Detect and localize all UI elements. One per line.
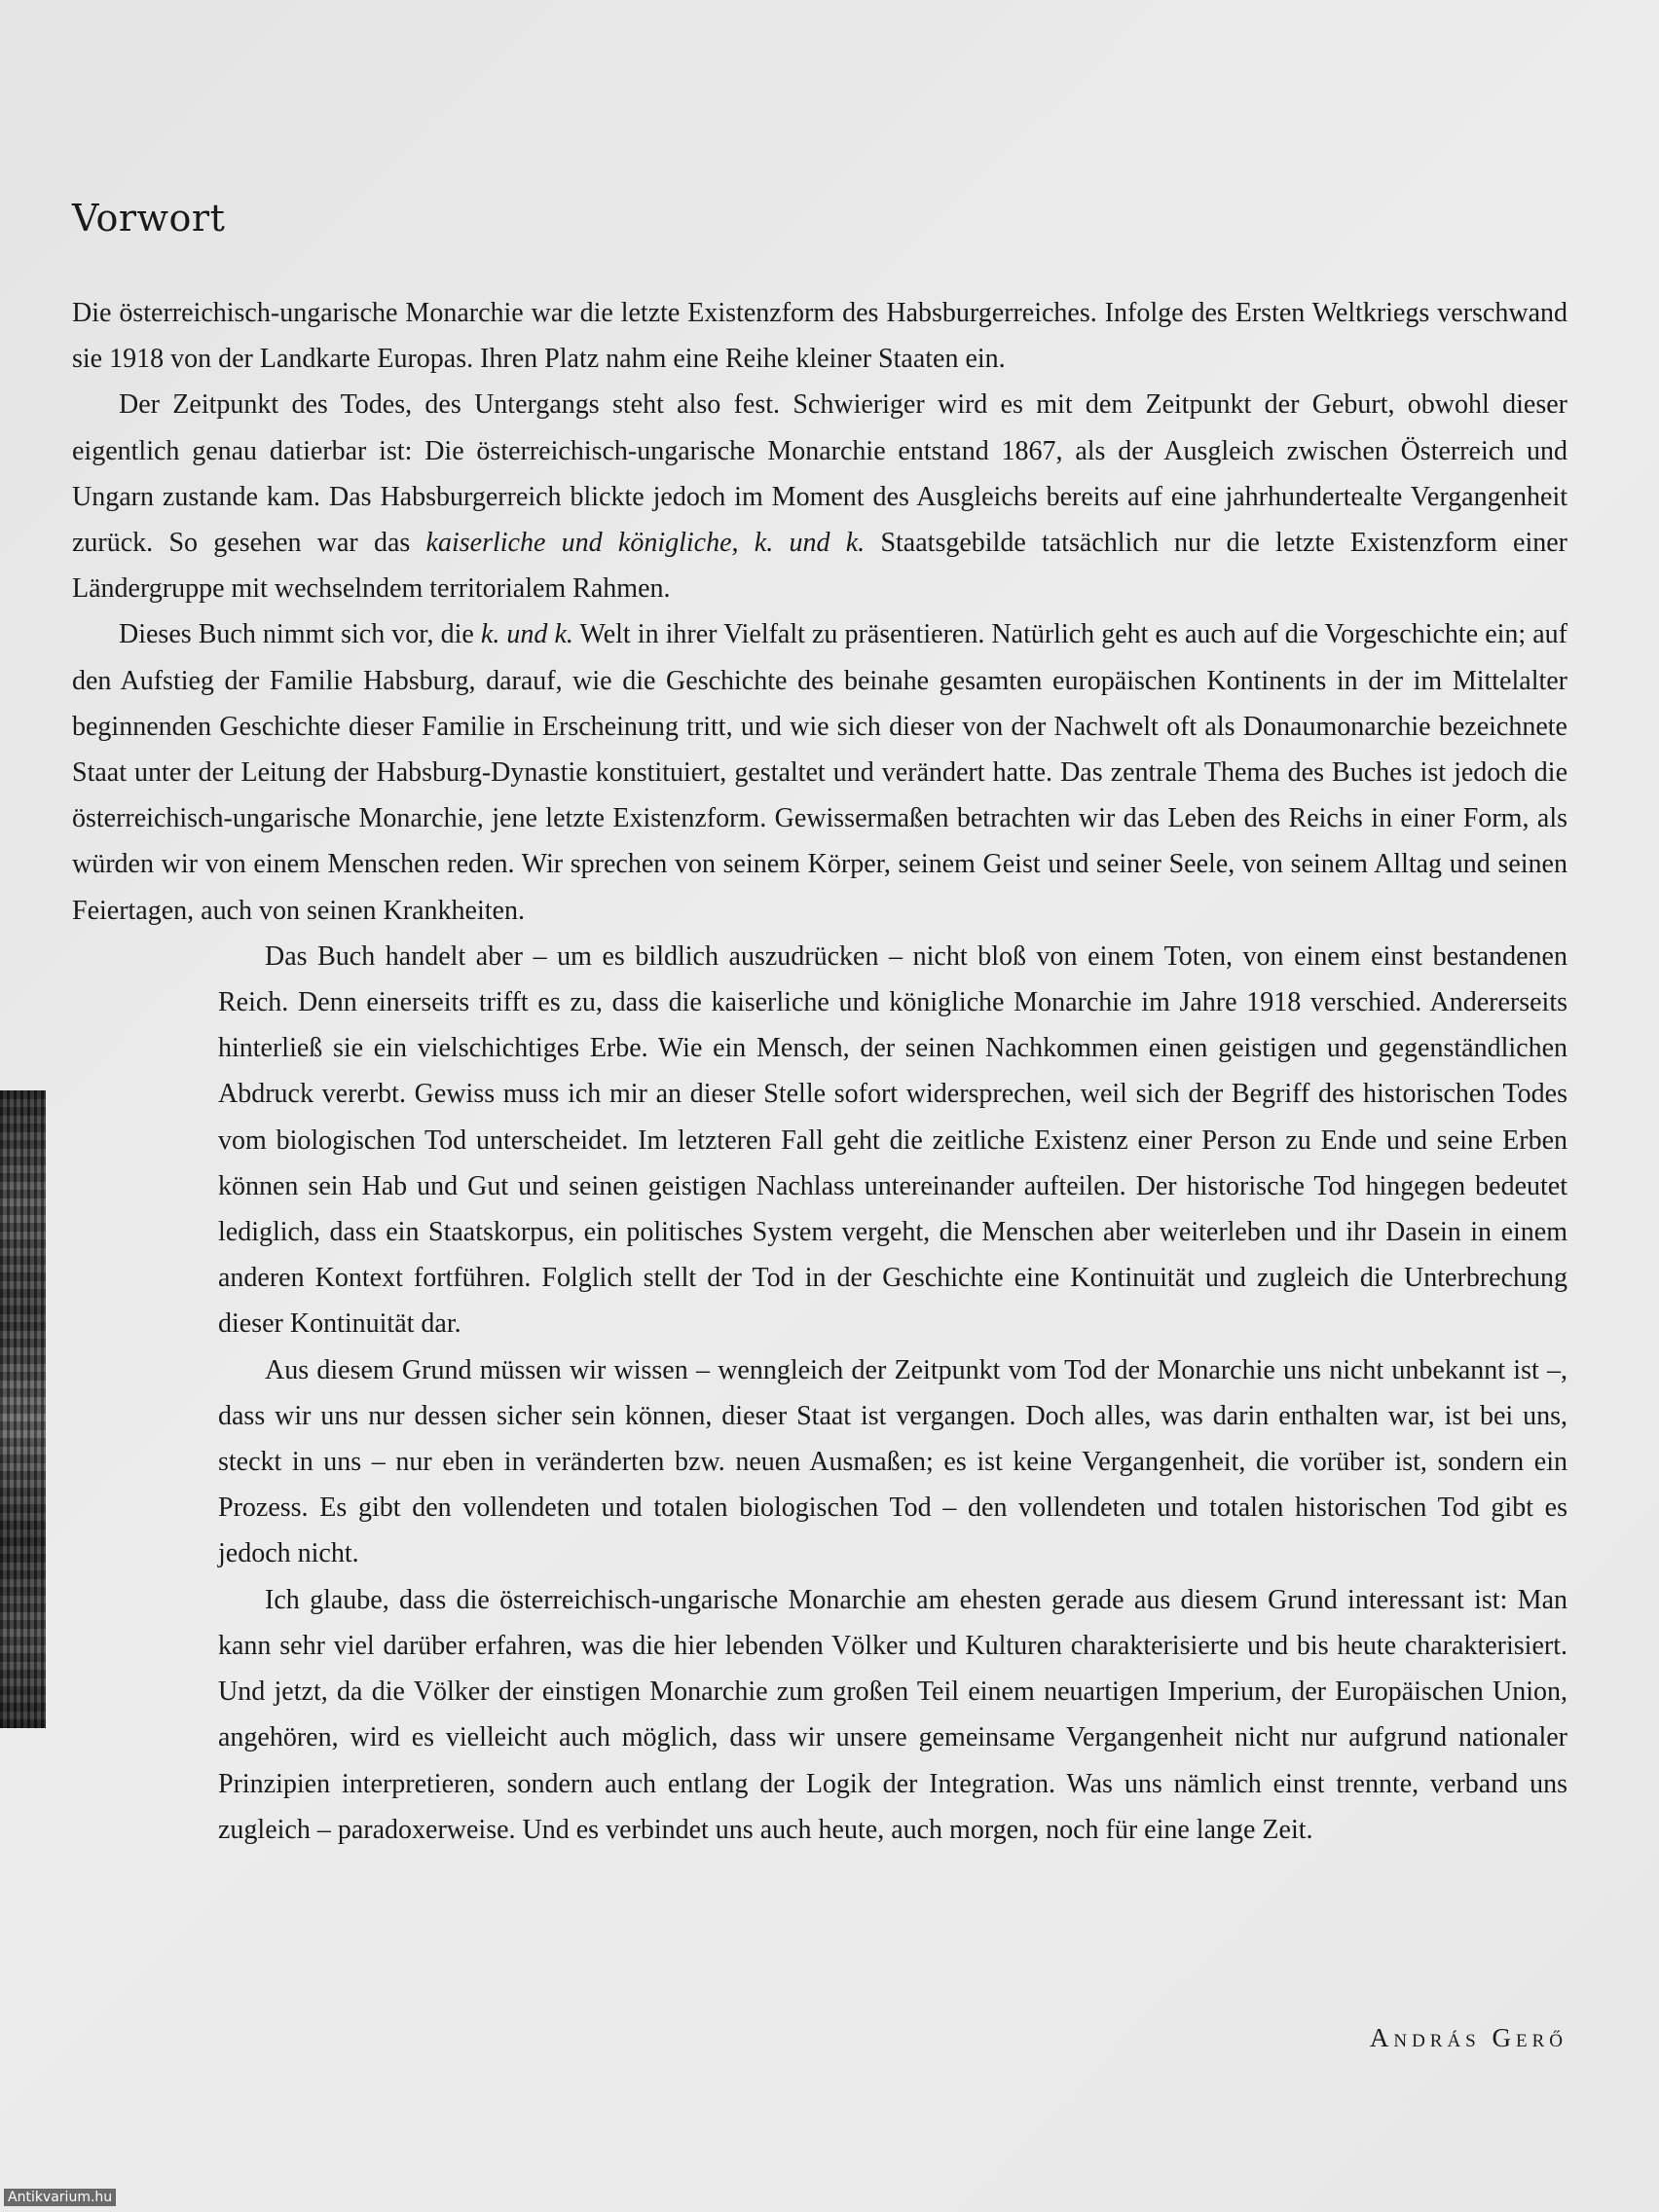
paragraph-2: Der Zeitpunkt des Todes, des Untergangs steht also fest. Schwieriger wird es mit dem Zeitpunkt der Geburt, obwohl dieser eigentlich genau datierbar ist: Die österreichisch-ungarische Monarchie entstand 1867, als der Ausgleich zwischen Österreich und Ungarn zustande kam. Das Habsburgerreich blickte jedoch im Moment des Ausgleichs bereits auf eine jahrhundertealte Vergangenheit zurück. So gesehen war das kaiserliche und königliche, k. und k. Staatsgebilde tatsächlich nur die letzte Existenzform einer Ländergruppe mit wechselndem territorialem Rahmen. (72, 389, 1567, 605)
italic-phrase: k. und k. (480, 619, 573, 650)
paragraph-3: Dieses Buch nimmt sich vor, die k. und k. Welt in ihrer Vielfalt zu präsentieren. Natürlich geht es auch auf die Vorgeschichte ein; auf den Aufstieg der Familie Habsburg, darauf, wie die Geschichte des beinahe gesamten europäischen Kontinents in der im Mittelalter beginnenden Geschichte dieser Familie in Erscheinung tritt, und wie sich dieser von der Nachwelt oft als Donaumonarchie bezeichnete Staat unter der Leitung der Habsburg-Dynastie konstituiert, gestaltet und verändert hatte. Das zentrale Thema des Buches ist jedoch die österreichisch-ungarische Monarchie, jene letzte Existenzform. Gewissermaßen betrachten wir das Leben des Reichs in einer Form, als würden wir von einem Menschen reden. Wir sprechen von seinem Körper, seinem Geist und seiner Seele, von seinem Alltag und seinen Feiertagen, auch von seinen Krankheiten. (72, 619, 1568, 926)
paragraph-1: Die österreichisch-ungarische Monarchie war die letzte Existenzform des Habsburgerreiches. Infolge des Ersten Weltkriegs verschwand sie 1918 von der Landkarte Europas. Ihren Platz nahm eine Reihe kleiner Staaten ein. (72, 298, 1567, 375)
italic-phrase: kaiserliche und königliche, k. und k. (425, 528, 866, 559)
paragraph-5: Aus diesem Grund müssen wir wissen – wenngleich der Zeitpunkt vom Tod der Monarchie uns nicht unbekannt ist –, dass wir uns nur dessen sicher sein können, dieser Staat ist vergangen. Doch alles, was darin enthalten war, ist bei uns, steckt in uns – nur eben in veränderten bzw. neuen Ausmaßen; es ist keine Vergangenheit, die vorüber ist, sondern ein Prozess. Es gibt den vollendeten und totalen biologischen Tod – den vollendeten und totalen historischen Tod gibt es jedoch nicht. (218, 1354, 1567, 1569)
foreword-body (72, 290, 1567, 1853)
watermark: Antikvarium.hu (4, 2189, 116, 2206)
author-signature: András Gerő (1369, 2023, 1567, 2052)
photo-edge-image (0, 1090, 46, 1728)
page-title: Vorwort (72, 197, 226, 240)
paragraph-4: Das Buch handelt aber – um es bildlich auszudrücken – nicht bloß von einem Toten, von einem einst bestandenen Reich. Denn einerseits trifft es zu, dass die kaiserliche und königliche Monarchie im Jahre 1918 verschied. Andererseits hinterließ sie ein vielschichtiges Erbe. Wie ein Mensch, der seinen Nachkommen einen geistigen und gegenständlichen Abdruck vererbt. Gewiss muss ich mir an dieser Stelle sofort widersprechen, weil sich der Begriff des historischen Todes vom biologischen Tod unterscheidet. Im letzteren Fall geht die zeitliche Existenz einer Person zu Ende und seine Erben können sein Hab und Gut und seinen geistigen Nachlass untereinander aufteilen. Der historische Tod hingegen bedeutet lediglich, dass ein Staatskorpus, ein politisches System vergeht, die Menschen aber weiterleben und ihr Dasein in einem anderen Kontext fortführen. Folglich stellt der Tod in der Geschichte eine Kontinuität und zugleich die Unterbrechung dieser Kontinuität dar. (218, 940, 1567, 1340)
paragraph-6: Ich glaube, dass die österreichisch-ungarische Monarchie am ehesten gerade aus diesem Grund interessant ist: Man kann sehr viel darüber erfahren, was die hier lebenden Völker und Kulturen charakterisierte und bis heute charakterisiert. Und jetzt, da die Völker der einstigen Monarchie zum großen Teil einem neuartigen Imperium, der Europäischen Union, angehören, wird es vielleicht auch möglich, dass wir unsere gemeinsame Vergangenheit nicht nur aufgrund nationaler Prinzipien interpretieren, sondern auch entlang der Logik der Integration. Was uns nämlich einst trennte, verband uns zugleich – paradoxerweise. Und es verbindet uns auch heute, auch morgen, noch für eine lange Zeit. (218, 1584, 1567, 1845)
